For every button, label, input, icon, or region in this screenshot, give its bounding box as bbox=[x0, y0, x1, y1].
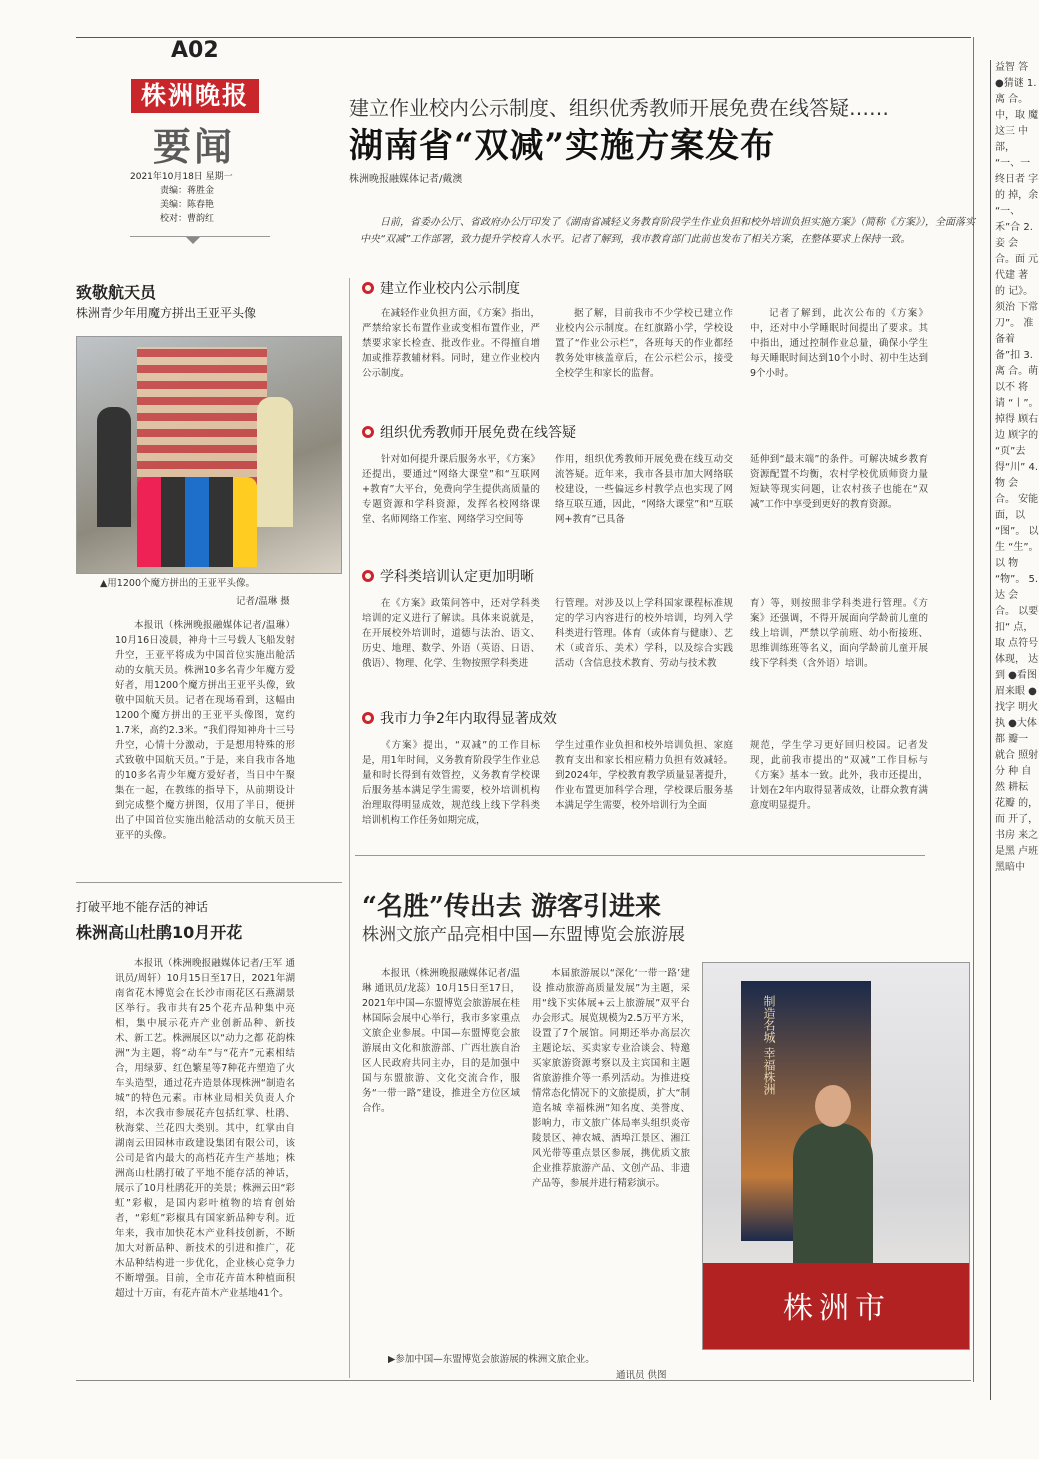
section-bullet-icon bbox=[362, 712, 374, 724]
person-silhouette bbox=[97, 407, 131, 527]
section-1-col-3: 记者了解到，此次公布的《方案》中，还对中小学睡眠时间提出了要求。其中指出，通过控制作业总量，确保小学生每天睡眠时间达到10个小时、初中生达到9个小时。 bbox=[750, 308, 928, 379]
main-story-bottom-rule bbox=[355, 855, 925, 856]
issue-date: 2021年10月18日 星期一 bbox=[130, 172, 233, 182]
section-bullet-icon bbox=[362, 570, 374, 582]
section-2-col-1: 针对如何提升课后服务水平，《方案》还提出，要通过“网络大课堂”和“互联网+教育”大平台，免费向学生提供高质量的专题资源和学科资源，发挥名校网络课堂、名师网络工作室、网络学习空间等 bbox=[362, 454, 540, 525]
section-heading-1-text: 建立作业校内公示制度 bbox=[380, 281, 520, 297]
section-3-col-3: 育）等，则按照非学科类进行管理。《方案》还强调，不得开展面向学龄前儿童的线上培训，严禁以学前班、幼小衔接班、思维训练班等名义，面向学龄前儿童开展线下学科类（含外语）培训。 bbox=[750, 598, 928, 669]
tourism-photo-caption: ▶参加中国—东盟博览会旅游展的株洲文旅企业。 bbox=[388, 1354, 595, 1365]
presenter-head bbox=[815, 1085, 851, 1127]
azalea-story-title: 株洲高山杜鹃10月开花 bbox=[76, 923, 243, 942]
astronaut-photo-credit: 记者/温琳 摄 bbox=[236, 596, 290, 607]
section-2-col-3: 延伸到“最末端”的条件。可解决城乡教育资源配置不均衡，农村学校优质师资力量短缺等现实问题，让农村孩子也能在“双减”工作中享受到更好的教育资源。 bbox=[750, 454, 928, 510]
section-heading-4 bbox=[362, 708, 557, 728]
section-heading-2-text: 组织优秀教师开展免费在线答疑 bbox=[380, 425, 576, 441]
section-1-col-2: 据了解，目前我市不少学校已建立作业校内公示制度。在红旗路小学，学校设置了“作业公示栏”，各班每天的作业都经教务处审核盖章后，在公示栏公示，接受全校学生和家长的监督。 bbox=[555, 308, 733, 379]
section-4-col-1: 《方案》提出，“双减”的工作目标是，用1年时间，义务教育阶段学生作业总量和时长得到有效管控，义务教育学校课后服务基本满足学生需要，校外培训机构治理取得明显成效，规范线上线下学科类培训机构工作任务如期完成， bbox=[362, 740, 540, 826]
section-bullet-icon bbox=[362, 282, 374, 294]
down-triangle-icon bbox=[185, 236, 201, 244]
children-group bbox=[137, 477, 257, 567]
section-1-col-1: 在减轻作业负担方面，《方案》指出，严禁给家长布置作业或变相布置作业，严禁要求家长检查、批改作业。不得擅自增加或推荐教辅材料。同时，建立作业校内公示制度。 bbox=[362, 308, 540, 379]
issue-meta bbox=[130, 170, 233, 226]
astronaut-photo-caption: ▲用1200个魔方拼出的王亚平头像。 bbox=[100, 578, 255, 589]
tourism-photo-credit: 通讯员 供图 bbox=[616, 1370, 667, 1381]
tourism-subheadline: 株洲文旅产品亮相中国—东盟博览会旅游展 bbox=[362, 925, 685, 945]
newspaper-logo: 株洲晚报 bbox=[131, 79, 259, 113]
astronaut-story-body: 本报讯（株洲晚报融媒体记者/温琳）10月16日凌晨，神舟十三号载人飞船发射升空，王亚平将成为中国首位实施出舱活动的女航天员。株洲10多名青少年魔方爱好者，用1200个魔方拼出王亚平头像，致敬中国航天员。记者在现场看到，这幅由1200个魔方拼出的王亚平头像图，宽约1.7米，高约2.3米。“我们得知神舟十三号升空，心情十分激动，于是想用特殊的形式致敬中国航天员。”于是，来自我市各地的10多名青少年魔方爱好者，当日中午聚集在一起，在教练的指导下，从前期设计到完成整个魔方拼图，仅用了半日，便拼出了中国首位实施出舱活动的女航天员王亚平的头像。 bbox=[115, 620, 295, 841]
main-lead: 日前，省委办公厅、省政府办公厅印发了《湖南省减轻义务教育阶段学生作业负担和校外培训负担实施方案》（简称《方案》），全面落实中央“双减”工作部署，致力提升学校育人水平。记者了解到，我市教育部门此前也发布了相关方案，在整体要求上保持一致。 bbox=[360, 217, 975, 245]
tourism-booth-photo bbox=[702, 962, 970, 1350]
bottom-rule bbox=[76, 1380, 971, 1381]
section-heading-1 bbox=[362, 278, 520, 298]
section-4-col-2: 学生过重作业负担和校外培训负担、家庭教育支出和家长相应精力负担有效减轻。到2024年，学校教育教学质量显著提升，作业布置更加科学合理，学校课后服务基本满足学生需要，校外培训行为全面 bbox=[555, 740, 733, 811]
meta-rule bbox=[130, 236, 270, 237]
section-4-col-3: 规范，学生学习更好回归校园。记者发现，此前我市提出的“双减”工作目标与《方案》基本一致。此外，我市还提出，计划在2年内取得显著成效，让群众教育满意度明显提升。 bbox=[750, 740, 928, 811]
booth-sign: 株洲市 bbox=[783, 1291, 891, 1326]
puzzle-column: 益智 答 ●猜谜 1. 离 合。 中，取 魔这三 中部， “一、一 终日者 字的 掉，余 “一、 禾”合 2. 妾 会 合。面 元代建 著 的 记》。 须治 下常 刀”。 准备着 备”扣 3. 离 合。萌 以不 将 请 “丨”。 掉得 顾右边 顾字的 “页”去 得“川” 4. 物 会 合。 安能 面，以 “图”。 以 生 “生”。 以 物 “物”。 5. 达 会 合。 以要 扣“ 点，取 点符号 体现， 达到 ●看图 眉来眼 ●找字 明火执 ●大体 都 瓣一 就合 照射 分 种 自然 耕耘 花瓣 的，而 开了， 书房 来之 是黑 卢班 黑暗中 bbox=[990, 60, 1039, 1400]
tourism-headline: “名胜”传出去 游客引进来 bbox=[362, 892, 661, 922]
azalea-story-body: 本报讯（株洲晚报融媒体记者/王军 通讯员/周轩）10月15日至17日，2021年湖南省花木博览会在长沙市雨花区石燕湖景区举行。我市共有25个花卉品种集中亮相，集中展示花卉产业创新品种、新技术、新工艺。株洲展区以“动力之都 花韵株洲”为主题，将“动车”与“花卉”元素相结合，用绿萝、红色繁星等7种花卉塑造了火车头造型，通过花卉造景体现株洲“制造名城”的特色元素。市林业局相关负责人介绍，本次我市参展花卉包括红掌、杜鹃、秋海棠、兰花四大类别。其中，红掌由自湖南云田园林市政建设集团有限公司，该公司是省内最大的高档花卉生产基地；株洲高山杜鹃打破了平地不能存活的神话，展示了10月杜鹃花开的美景；株洲云田“彩虹”彩椒，是国内彩叶植物的培育创始者，“彩虹”彩椒具有国家新品种专利。近年来，我市加快花木产业科技创新，不断加大对新品种、新技术的引进和推广，花木品种结构进一步优化，企业核心竞争力不断增强。目前，全市花卉苗木种植面积超过十万亩，有花卉苗木产业基地41个。 bbox=[115, 958, 295, 1299]
left-column-rule bbox=[76, 882, 342, 883]
section-heading-3 bbox=[362, 566, 534, 586]
tourism-col-2: 本届旅游展以“深化‘一带一路’建设 推动旅游高质量发展”为主题，采用“线下实体展+云上旅游展”双平台办会形式。展览规模为2.5万平方米，设置了7个展馆。同期还举办高层次主题论坛、买卖家专业洽谈会、特邀买家旅游资源考察以及主宾国和主题省旅游推介等一系列活动。为推进疫情常态化情况下的文旅提质，扩大“制造名城 幸福株洲”知名度、美誉度、影响力，市文旅广体局率头组织炎帝陵景区、神农城、酒埠江景区、湘江风光带等重点景区参展，携优质文旅企业推荐旅游产品、文创产品、非遗产品等，参展并进行精彩演示。 bbox=[532, 968, 690, 1189]
section-3-col-2: 行管理。对涉及以上学科国家课程标准规定的学习内容进行的校外培训，均列入学科类进行管理。体育（或体育与健康）、艺术（或音乐、美术）学科，以及综合实践活动（含信息技术教育、劳动与技术教 bbox=[555, 598, 733, 669]
tourism-col-1: 本报讯（株洲晚报融媒体记者/温琳 通讯员/龙蕊）10月15日至17日，2021年中国—东盟博览会旅游展在桂林国际会展中心举行，我市多家重点文旅企业参展。中国—东盟博览会旅游展由文化和旅游部、广西壮族自治区人民政府共同主办，目的是加强中国与东盟旅游、文化交流合作，服务“一带一路”建设，推进全方位区域合作。 bbox=[362, 968, 520, 1114]
main-headline: 湖南省“双减”实施方案发布 bbox=[349, 126, 776, 166]
section-bullet-icon bbox=[362, 426, 374, 438]
proofreader-credit: 校对：曹韵红 bbox=[160, 214, 215, 224]
astronaut-story-title: 致敬航天员 bbox=[76, 283, 157, 302]
section-2-col-2: 作用，组织优秀教师开展免费在线互动交流答疑。近年来，我市各县市加大网络联校建设，一些偏远乡村教学点也实现了网络互联互通，因此，“网络大课堂”和“互联网+教育”已具备 bbox=[555, 454, 733, 525]
main-byline: 株洲晚报融媒体记者/戴澳 bbox=[349, 174, 463, 185]
azalea-story-kicker: 打破平地不能存活的神话 bbox=[76, 900, 209, 914]
section-3-col-1: 在《方案》政策问答中，还对学科类培训的定义进行了解读。具体来说就是，在开展校外培训时，道德与法治、语文、历史、地理、数学、外语（英语、日语、俄语）、物理、化学、生物按照学科类进 bbox=[362, 598, 540, 669]
column-divider bbox=[349, 278, 350, 1378]
main-kicker: 建立作业校内公示制度、组织优秀教师开展免费在线答疑…… bbox=[349, 96, 889, 120]
section-heading-4-text: 我市力争2年内取得显著成效 bbox=[380, 711, 557, 727]
section-heading-2 bbox=[362, 422, 576, 442]
presenter-silhouette bbox=[793, 1123, 873, 1273]
astronaut-story-subtitle: 株洲青少年用魔方拼出王亚平头像 bbox=[76, 306, 257, 320]
rubik-portrait-photo bbox=[76, 336, 342, 574]
booth-counter bbox=[703, 1263, 969, 1349]
section-heading-3-text: 学科类培训认定更加明晰 bbox=[380, 569, 534, 585]
designer-credit: 美编：陈春艳 bbox=[160, 200, 215, 210]
poster-text: 制造名城 幸福株洲 bbox=[762, 995, 776, 1095]
person-silhouette bbox=[257, 397, 293, 527]
page-code: A02 bbox=[171, 38, 219, 63]
section-title: 要闻 bbox=[153, 124, 236, 169]
editor-credit: 责编：蒋胜金 bbox=[160, 186, 215, 196]
